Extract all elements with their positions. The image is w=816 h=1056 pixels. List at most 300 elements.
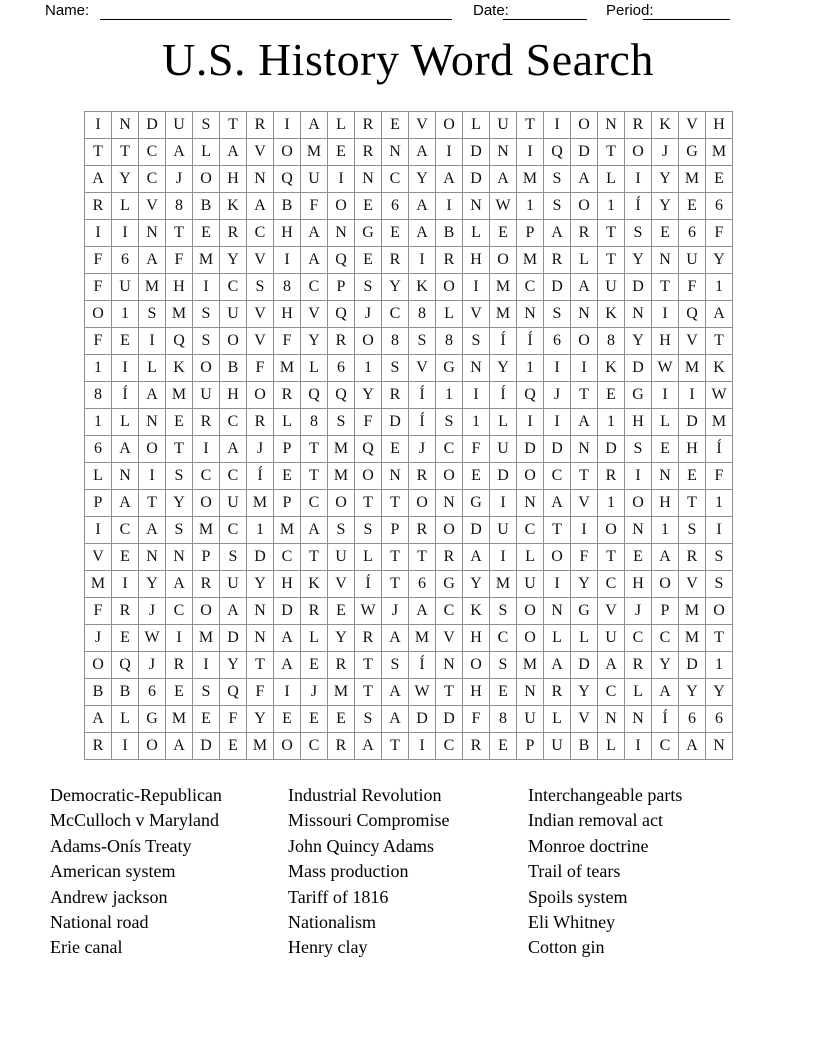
grid-cell: R <box>193 409 220 436</box>
grid-cell: H <box>625 409 652 436</box>
grid-cell: 6 <box>328 355 355 382</box>
grid-cell: A <box>274 625 301 652</box>
grid-cell: T <box>301 544 328 571</box>
grid-cell: I <box>706 517 733 544</box>
grid-cell: C <box>436 733 463 760</box>
grid-cell: T <box>679 490 706 517</box>
grid-cell: I <box>544 409 571 436</box>
grid-cell: I <box>139 463 166 490</box>
grid-cell: F <box>220 706 247 733</box>
grid-cell: A <box>382 679 409 706</box>
grid-cell: M <box>301 139 328 166</box>
word-item: Adams-Onís Treaty <box>50 835 192 856</box>
grid-cell: S <box>166 463 193 490</box>
grid-cell: S <box>382 652 409 679</box>
grid-cell: G <box>436 355 463 382</box>
grid-cell: R <box>382 247 409 274</box>
grid-cell: E <box>463 463 490 490</box>
grid-cell: N <box>517 301 544 328</box>
grid-cell: M <box>328 436 355 463</box>
grid-cell: Í <box>355 571 382 598</box>
grid-cell: A <box>679 733 706 760</box>
grid-cell: C <box>652 733 679 760</box>
grid-cell: D <box>679 409 706 436</box>
grid-cell: R <box>355 625 382 652</box>
grid-cell: O <box>490 247 517 274</box>
grid-cell: A <box>220 436 247 463</box>
grid-cell: V <box>247 328 274 355</box>
grid-cell: I <box>517 139 544 166</box>
grid-cell: A <box>652 544 679 571</box>
grid-cell: A <box>112 436 139 463</box>
grid-cell: S <box>247 274 274 301</box>
grid-cell: U <box>598 625 625 652</box>
date-blank-line <box>503 19 587 20</box>
grid-cell: T <box>409 544 436 571</box>
grid-cell: 6 <box>679 706 706 733</box>
grid-cell: L <box>139 355 166 382</box>
grid-cell: W <box>652 355 679 382</box>
word-item: Spoils system <box>528 886 628 907</box>
grid-cell: O <box>85 301 112 328</box>
grid-cell: U <box>220 490 247 517</box>
grid-cell: D <box>571 139 598 166</box>
grid-cell: T <box>652 274 679 301</box>
grid-cell: V <box>301 301 328 328</box>
grid-cell: I <box>139 328 166 355</box>
grid-cell: F <box>274 328 301 355</box>
grid-cell: Y <box>706 679 733 706</box>
grid-cell: A <box>301 517 328 544</box>
grid-cell: H <box>706 112 733 139</box>
word-item: Cotton gin <box>528 937 605 958</box>
grid-cell: N <box>112 463 139 490</box>
grid-cell: Y <box>220 247 247 274</box>
grid-cell: N <box>166 544 193 571</box>
grid-cell: I <box>625 733 652 760</box>
word-item: Erie canal <box>50 937 123 958</box>
grid-cell: F <box>85 328 112 355</box>
grid-cell: I <box>112 220 139 247</box>
grid-cell: S <box>706 544 733 571</box>
grid-cell: 6 <box>112 247 139 274</box>
grid-cell: 1 <box>112 301 139 328</box>
grid-cell: N <box>139 544 166 571</box>
grid-cell: 1 <box>85 355 112 382</box>
grid-cell: M <box>517 247 544 274</box>
grid-cell: E <box>112 544 139 571</box>
grid-cell: O <box>193 598 220 625</box>
grid-cell: D <box>139 112 166 139</box>
grid-cell: T <box>598 220 625 247</box>
grid-cell: O <box>328 193 355 220</box>
grid-cell: N <box>382 463 409 490</box>
grid-cell: 8 <box>490 706 517 733</box>
grid-cell: S <box>328 409 355 436</box>
grid-cell: G <box>679 139 706 166</box>
grid-cell: T <box>166 220 193 247</box>
grid-cell: C <box>139 139 166 166</box>
grid-cell: O <box>139 733 166 760</box>
word-item: McCulloch v Maryland <box>50 810 219 831</box>
grid-cell: G <box>571 598 598 625</box>
grid-cell: M <box>328 679 355 706</box>
grid-cell: 6 <box>409 571 436 598</box>
grid-cell: A <box>355 733 382 760</box>
grid-cell: Y <box>382 274 409 301</box>
grid-cell: Q <box>166 328 193 355</box>
grid-cell: 6 <box>706 706 733 733</box>
grid-cell: K <box>409 274 436 301</box>
grid-cell: H <box>274 301 301 328</box>
grid-cell: P <box>274 490 301 517</box>
grid-cell: 6 <box>679 220 706 247</box>
grid-cell: A <box>382 706 409 733</box>
grid-cell: K <box>652 112 679 139</box>
grid-cell: A <box>571 409 598 436</box>
grid-cell: B <box>571 733 598 760</box>
grid-cell: U <box>679 247 706 274</box>
grid-cell: D <box>517 436 544 463</box>
grid-cell: T <box>706 328 733 355</box>
grid-cell: Q <box>220 679 247 706</box>
grid-cell: J <box>139 652 166 679</box>
grid-cell: T <box>247 652 274 679</box>
grid-cell: C <box>382 166 409 193</box>
grid-cell: W <box>706 382 733 409</box>
grid-cell: R <box>166 652 193 679</box>
grid-cell: D <box>382 409 409 436</box>
grid-cell: I <box>436 193 463 220</box>
grid-cell: M <box>679 166 706 193</box>
grid-cell: A <box>436 166 463 193</box>
grid-cell: H <box>679 436 706 463</box>
grid-cell: 6 <box>706 193 733 220</box>
grid-cell: P <box>382 517 409 544</box>
grid-cell: I <box>328 166 355 193</box>
grid-cell: R <box>328 328 355 355</box>
grid-cell: V <box>679 328 706 355</box>
grid-cell: U <box>220 301 247 328</box>
grid-cell: S <box>166 517 193 544</box>
grid-cell: V <box>247 247 274 274</box>
grid-cell: M <box>409 625 436 652</box>
grid-cell: O <box>409 490 436 517</box>
grid-cell: Y <box>328 625 355 652</box>
grid-cell: V <box>679 112 706 139</box>
grid-cell: S <box>382 355 409 382</box>
grid-cell: E <box>706 166 733 193</box>
grid-cell: F <box>571 544 598 571</box>
grid-cell: F <box>85 598 112 625</box>
grid-cell: A <box>652 679 679 706</box>
word-item: Democratic-Republican <box>50 785 222 805</box>
grid-cell: I <box>112 355 139 382</box>
grid-cell: Í <box>409 382 436 409</box>
grid-cell: K <box>598 355 625 382</box>
grid-cell: Y <box>625 247 652 274</box>
grid-cell: S <box>220 544 247 571</box>
grid-cell: J <box>652 139 679 166</box>
word-item: American system <box>50 861 176 882</box>
word-item: Mass production <box>288 861 409 882</box>
grid-cell: A <box>301 220 328 247</box>
grid-cell: F <box>301 193 328 220</box>
grid-cell: I <box>544 355 571 382</box>
grid-cell: E <box>652 220 679 247</box>
grid-cell: Y <box>139 571 166 598</box>
grid-cell: P <box>328 274 355 301</box>
grid-cell: Y <box>220 652 247 679</box>
grid-cell: Í <box>517 328 544 355</box>
grid-cell: J <box>85 625 112 652</box>
grid-cell: A <box>301 247 328 274</box>
grid-cell: F <box>355 409 382 436</box>
grid-cell: N <box>436 490 463 517</box>
grid-cell: L <box>463 112 490 139</box>
grid-cell: C <box>436 598 463 625</box>
grid-cell: I <box>544 571 571 598</box>
grid-cell: N <box>247 625 274 652</box>
grid-cell: O <box>220 328 247 355</box>
word-item: Interchangeable parts <box>528 785 683 805</box>
grid-cell: O <box>571 193 598 220</box>
grid-cell: I <box>193 274 220 301</box>
grid-cell: H <box>220 166 247 193</box>
grid-cell: V <box>436 625 463 652</box>
grid-cell: L <box>112 706 139 733</box>
grid-cell: L <box>112 409 139 436</box>
grid-cell: I <box>517 409 544 436</box>
grid-cell: O <box>436 463 463 490</box>
grid-cell: E <box>301 652 328 679</box>
grid-cell: C <box>220 274 247 301</box>
grid-cell: C <box>301 490 328 517</box>
grid-cell: O <box>625 139 652 166</box>
grid-cell: K <box>301 571 328 598</box>
grid-cell: I <box>274 247 301 274</box>
grid-cell: H <box>274 220 301 247</box>
grid-cell: 1 <box>85 409 112 436</box>
grid-cell: R <box>463 733 490 760</box>
grid-cell: 8 <box>382 328 409 355</box>
grid-cell: M <box>274 517 301 544</box>
grid-cell: E <box>490 679 517 706</box>
grid-cell: R <box>247 112 274 139</box>
grid-cell: O <box>436 274 463 301</box>
grid-cell: Y <box>571 679 598 706</box>
grid-cell: Y <box>625 328 652 355</box>
grid-cell: B <box>274 193 301 220</box>
grid-cell: J <box>625 598 652 625</box>
grid-cell: K <box>166 355 193 382</box>
grid-cell: I <box>85 517 112 544</box>
grid-cell: A <box>166 733 193 760</box>
grid-cell: I <box>409 247 436 274</box>
grid-cell: Í <box>112 382 139 409</box>
grid-cell: O <box>706 598 733 625</box>
grid-cell: S <box>463 328 490 355</box>
grid-cell: Y <box>355 382 382 409</box>
grid-cell: Q <box>328 382 355 409</box>
grid-cell: L <box>328 112 355 139</box>
grid-cell: T <box>598 544 625 571</box>
grid-cell: C <box>625 625 652 652</box>
grid-cell: S <box>355 517 382 544</box>
grid-cell: J <box>301 679 328 706</box>
grid-cell: L <box>490 409 517 436</box>
grid-cell: A <box>544 652 571 679</box>
grid-cell: U <box>328 544 355 571</box>
grid-cell: O <box>517 463 544 490</box>
grid-cell: Y <box>112 166 139 193</box>
word-list-column <box>288 783 528 961</box>
grid-cell: P <box>652 598 679 625</box>
grid-cell: G <box>463 490 490 517</box>
grid-cell: 8 <box>436 328 463 355</box>
grid-cell: A <box>220 139 247 166</box>
grid-cell: M <box>679 625 706 652</box>
grid-cell: Q <box>355 436 382 463</box>
grid-cell: I <box>193 652 220 679</box>
grid-cell: D <box>247 544 274 571</box>
grid-cell: C <box>220 517 247 544</box>
grid-cell: Y <box>490 355 517 382</box>
grid-cell: Y <box>463 571 490 598</box>
grid-cell: T <box>544 517 571 544</box>
grid-cell: S <box>625 436 652 463</box>
grid-cell: T <box>436 679 463 706</box>
grid-cell: 1 <box>598 193 625 220</box>
grid-cell: S <box>490 598 517 625</box>
grid-cell: L <box>274 409 301 436</box>
grid-cell: A <box>166 571 193 598</box>
grid-cell: 1 <box>706 490 733 517</box>
grid-cell: U <box>193 382 220 409</box>
grid-cell: B <box>85 679 112 706</box>
grid-cell: D <box>193 733 220 760</box>
grid-cell: O <box>247 382 274 409</box>
grid-cell: E <box>274 706 301 733</box>
grid-cell: I <box>463 382 490 409</box>
grid-cell: M <box>706 139 733 166</box>
grid-cell: A <box>220 598 247 625</box>
grid-cell: R <box>85 193 112 220</box>
grid-cell: R <box>112 598 139 625</box>
grid-cell: E <box>625 544 652 571</box>
grid-cell: I <box>85 220 112 247</box>
grid-cell: M <box>490 301 517 328</box>
grid-cell: E <box>382 112 409 139</box>
grid-cell: D <box>463 517 490 544</box>
grid-cell: Y <box>409 166 436 193</box>
grid-cell: 1 <box>517 193 544 220</box>
grid-cell: M <box>166 706 193 733</box>
grid-cell: L <box>193 139 220 166</box>
grid-cell: Y <box>166 490 193 517</box>
grid-cell: Q <box>274 166 301 193</box>
grid-cell: F <box>247 355 274 382</box>
word-list-column <box>50 783 288 961</box>
grid-cell: V <box>463 301 490 328</box>
grid-cell: E <box>328 598 355 625</box>
period-label: Period: <box>606 2 654 19</box>
grid-cell: A <box>544 220 571 247</box>
grid-cell: T <box>85 139 112 166</box>
grid-cell: E <box>301 706 328 733</box>
grid-cell: L <box>436 301 463 328</box>
grid-cell: Q <box>328 301 355 328</box>
grid-cell: T <box>382 733 409 760</box>
grid-cell: J <box>139 598 166 625</box>
grid-cell: D <box>625 274 652 301</box>
grid-cell: U <box>544 733 571 760</box>
grid-cell: A <box>85 166 112 193</box>
grid-cell: F <box>463 436 490 463</box>
grid-cell: E <box>679 193 706 220</box>
grid-cell: I <box>490 490 517 517</box>
grid-cell: E <box>274 463 301 490</box>
grid-cell: G <box>139 706 166 733</box>
grid-cell: Y <box>247 706 274 733</box>
grid-cell: Í <box>652 706 679 733</box>
grid-cell: I <box>652 382 679 409</box>
grid-cell: F <box>85 247 112 274</box>
grid-cell: M <box>328 463 355 490</box>
grid-cell: H <box>652 328 679 355</box>
grid-cell: L <box>85 463 112 490</box>
grid-cell: L <box>625 679 652 706</box>
grid-cell: N <box>382 139 409 166</box>
grid-cell: R <box>436 544 463 571</box>
grid-cell: U <box>166 112 193 139</box>
grid-cell: Q <box>517 382 544 409</box>
grid-cell: T <box>112 139 139 166</box>
grid-cell: M <box>139 274 166 301</box>
grid-cell: C <box>220 463 247 490</box>
grid-cell: Y <box>652 166 679 193</box>
grid-cell: D <box>625 355 652 382</box>
grid-cell: U <box>517 706 544 733</box>
grid-cell: I <box>490 544 517 571</box>
grid-cell: Í <box>490 328 517 355</box>
grid-cell: M <box>247 733 274 760</box>
grid-cell: I <box>166 625 193 652</box>
grid-cell: S <box>706 571 733 598</box>
grid-cell: I <box>463 274 490 301</box>
name-blank-line <box>100 19 452 20</box>
grid-cell: N <box>436 652 463 679</box>
grid-cell: N <box>517 490 544 517</box>
grid-cell: R <box>328 733 355 760</box>
grid-cell: J <box>166 166 193 193</box>
grid-cell: L <box>652 409 679 436</box>
grid-cell: C <box>382 301 409 328</box>
grid-cell: Y <box>652 193 679 220</box>
grid-cell: V <box>598 598 625 625</box>
grid-cell: D <box>274 598 301 625</box>
grid-cell: R <box>301 598 328 625</box>
grid-cell: C <box>544 463 571 490</box>
grid-cell: H <box>625 571 652 598</box>
grid-cell: E <box>328 706 355 733</box>
grid-cell: A <box>571 274 598 301</box>
grid-cell: O <box>193 355 220 382</box>
grid-cell: A <box>409 139 436 166</box>
grid-cell: S <box>409 328 436 355</box>
grid-cell: N <box>625 706 652 733</box>
grid-cell: T <box>598 247 625 274</box>
